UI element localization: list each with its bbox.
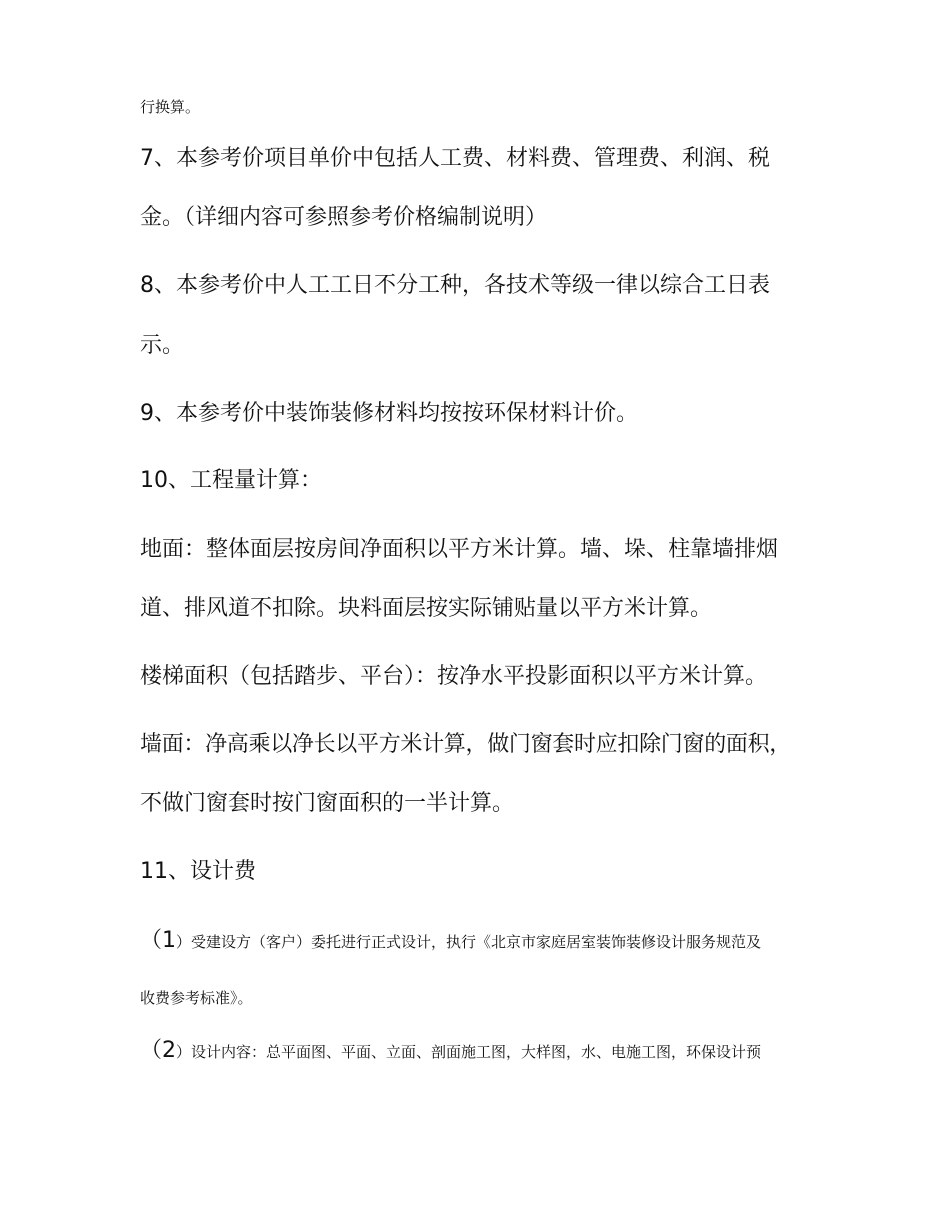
text-line: 收费参考标准》。 <box>140 989 253 1007</box>
text-line: 行换算。 <box>140 98 201 116</box>
text-line: 楼梯面积（包括踏步、平台）：按净水平投影面积以平方米计算。 <box>140 664 768 689</box>
list-item-text: ）受建设方（客户）委托进行正式设计，执行《北京市家庭居室装饰装修设计服务规范及 <box>176 933 762 951</box>
text-line: 金。（详细内容可参照参考价格编制说明） <box>140 205 548 230</box>
list-item <box>140 930 761 952</box>
text-line: 7、本参考价项目单价中包括人工费、材料费、管理费、利润、税 <box>140 146 770 171</box>
list-number: （2 <box>140 1038 176 1063</box>
text-line: 示。 <box>140 333 185 358</box>
text-line: 8、本参考价中人工工日不分工种，各技术等级一律以综合工日表 <box>140 273 770 298</box>
text-line: 9、本参考价中装饰装修材料均按按环保材料计价。 <box>140 401 638 426</box>
text-line: 墙面：净高乘以净长以平方米计算，做门窗套时应扣除门窗的面积， <box>140 732 792 757</box>
text-line: 10、工程量计算： <box>140 468 322 493</box>
text-line: 不做门窗套时按门窗面积的一半计算。 <box>140 791 515 816</box>
text-line: 道、排风道不扣除。块料面层按实际铺贴量以平方米计算。 <box>140 596 713 621</box>
text-line: 地面：整体面层按房间净面积以平方米计算。墙、垛、柱靠墙排烟 <box>140 537 779 562</box>
list-item <box>140 1040 761 1062</box>
list-item-text: ）设计内容：总平面图、平面、立面、剖面施工图，大样图，水、电施工图，环保设计预 <box>176 1043 762 1061</box>
text-line: 11、设计费 <box>140 859 256 884</box>
list-number: （1 <box>140 928 176 953</box>
